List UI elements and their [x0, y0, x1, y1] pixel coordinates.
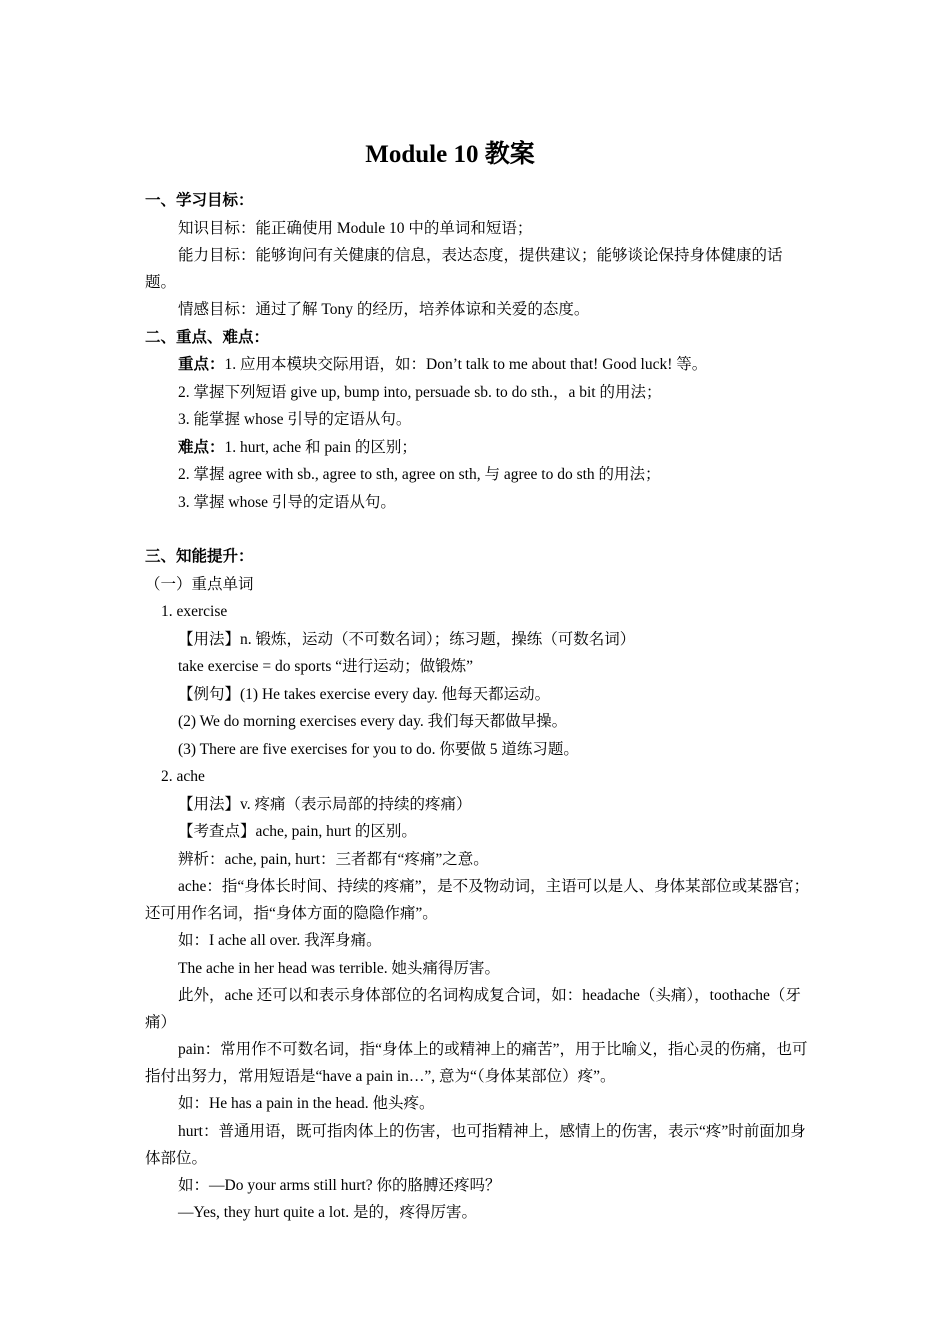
- paragraph: [145, 351, 810, 379]
- section-heading: 一、学习目标：: [145, 192, 254, 209]
- section-heading: 三、知能提升：: [145, 548, 254, 565]
- key-item: 1. 应用本模块交际用语，如：Don’t talk to me about that! Good luck! 等。: [224, 356, 708, 373]
- paragraph: 2. 掌握 agree with sb., agree to sth, agree on sth, 与 agree to do sth 的用法；: [178, 466, 661, 483]
- paragraph: 如：He has a pain in the head. 他头疼。: [178, 1095, 435, 1112]
- word-heading: 1. exercise: [161, 603, 228, 620]
- spacer: [145, 516, 810, 543]
- paragraph: 能力目标：能够询问有关健康的信息，表达态度，提供建议；能够谈论保持身体健康的话题。: [145, 247, 783, 291]
- subsection-heading: （一）重点单词: [145, 575, 254, 593]
- paragraph: 知识目标：能正确使用 Module 10 中的单词和短语；: [178, 219, 533, 237]
- paragraph: take exercise = do sports “进行运动；做锻炼”: [178, 658, 473, 675]
- paragraph: 此外，ache 还可以和表示身体部位的名词构成复合词，如：headache（头痛），toothache（牙痛）: [145, 987, 801, 1031]
- document-body: [145, 187, 810, 1227]
- key-label: 重点：: [178, 356, 225, 373]
- paragraph: 【考查点】ache, pain, hurt 的区别。: [178, 823, 417, 840]
- page-title: Module 10 教案: [365, 141, 535, 168]
- paragraph: 【用法】v. 疼痛（表示局部的持续的疼痛）: [178, 795, 472, 813]
- section-heading: 二、重点、难点：: [145, 328, 270, 346]
- paragraph: 2. 掌握下列短语 give up, bump into, persuade sb. to do sth.，a bit 的用法；: [178, 383, 662, 401]
- paragraph: —Yes, they hurt quite a lot. 是的，疼得厉害。: [178, 1204, 477, 1221]
- paragraph: 辨析：ache, pain, hurt：三者都有“疼痛”之意。: [178, 850, 489, 868]
- paragraph: 【用法】n. 锻炼，运动（不可数名词）；练习题，操练（可数名词）: [178, 630, 636, 648]
- paragraph: (3) There are five exercises for you to do. 你要做 5 道练习题。: [178, 740, 579, 758]
- paragraph: (2) We do morning exercises every day. 我们每天都做早操。: [178, 713, 568, 730]
- paragraph: 如：—Do your arms still hurt? 你的胳膊还疼吗？: [178, 1176, 501, 1194]
- difficulty-label: 难点：: [178, 438, 225, 456]
- paragraph: 3. 掌握 whose 引导的定语从句。: [178, 493, 396, 511]
- word-heading: 2. ache: [161, 768, 205, 785]
- paragraph: 如：I ache all over. 我浑身痛。: [178, 932, 382, 949]
- paragraph: [145, 434, 810, 462]
- paragraph: hurt：普通用语，既可指肉体上的伤害，也可指精神上，感情上的伤害，表示“疼”时前面加身体部位。: [145, 1122, 806, 1167]
- paragraph: ache：指“身体长时间、持续的疼痛”，是不及物动词，主语可以是人、身体某部位或某器官；还可用作名词，指“身体方面的隐隐作痛”。: [145, 878, 810, 922]
- paragraph: 情感目标：通过了解 Tony 的经历，培养体谅和关爱的态度。: [178, 301, 590, 318]
- paragraph: The ache in her head was terrible. 她头痛得厉害。: [178, 959, 500, 977]
- difficulty-item: 1. hurt, ache 和 pain 的区别；: [224, 438, 417, 456]
- paragraph: 3. 能掌握 whose 引导的定语从句。: [178, 411, 412, 428]
- paragraph: pain：常用作不可数名词，指“身体上的或精神上的痛苦”，用于比喻义，指心灵的伤痛，也可指付出努力，常用短语是“have a pain in…”, 意为“（身体某部位）疼”。: [145, 1041, 808, 1085]
- paragraph: 【例句】(1) He takes exercise every day. 他每天都运动。: [178, 685, 551, 703]
